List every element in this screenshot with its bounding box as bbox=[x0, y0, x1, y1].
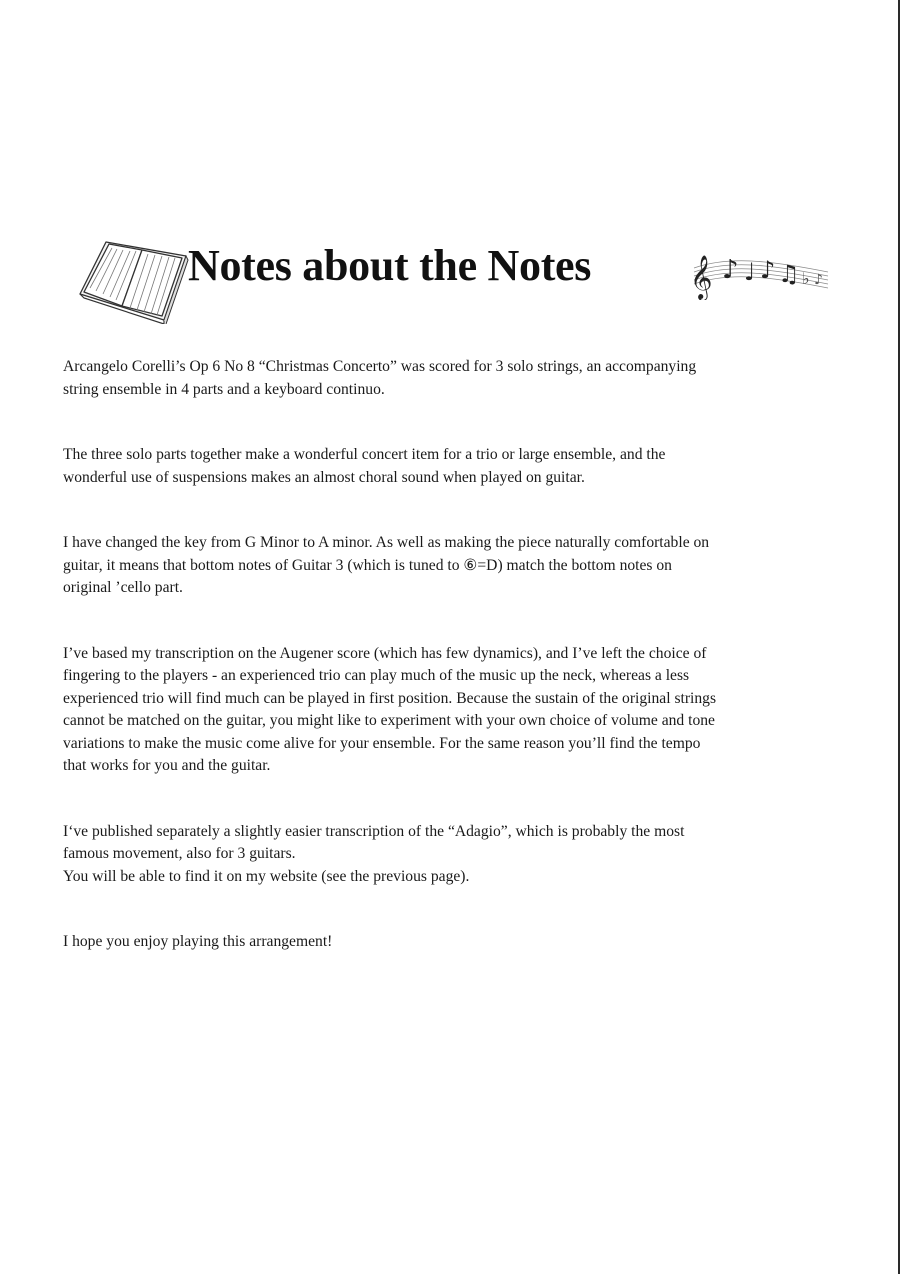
notes-body bbox=[63, 356, 833, 954]
paragraph-key-change bbox=[63, 532, 833, 600]
paragraph-line: I have changed the key from G Minor to A minor. As well as making the piece naturally comfortable on bbox=[63, 534, 710, 551]
paragraph-line: guitar, it means that bottom notes of Guitar 3 (which is tuned to ⑥=D) match the bottom notes on bbox=[63, 556, 672, 574]
music-notes-icon bbox=[688, 238, 834, 300]
paragraph-line: famous movement, also for 3 guitars. bbox=[63, 845, 296, 862]
paragraph-line: fingering to the players - an experienced trio can play much of the music up the neck, whereas a less bbox=[63, 667, 690, 684]
paragraph-line: wonderful use of suspensions makes an almost choral sound when played on guitar. bbox=[63, 468, 585, 486]
paragraph-adagio bbox=[63, 821, 833, 889]
paragraph-line: string ensemble in 4 parts and a keyboard continuo. bbox=[63, 380, 385, 398]
paragraph-closing bbox=[63, 931, 833, 954]
paragraph-corelli-intro bbox=[63, 356, 833, 401]
paragraph-line: experienced trio will find much can be played in first position. Because the sustain of the original strings bbox=[63, 689, 717, 707]
svg-text:♫: ♫ bbox=[778, 260, 800, 288]
paragraph-line: variations to make the music come alive for your ensemble. For the same reason you’ll find the tempo bbox=[63, 734, 701, 752]
paragraph-line: original ’cello part. bbox=[63, 579, 183, 596]
paragraph-line: cannot be matched on the guitar, you might like to experiment with your own choice of volume and tone bbox=[63, 712, 715, 729]
paragraph-line: The three solo parts together make a wonderful concert item for a trio or large ensemble, and the bbox=[63, 446, 666, 463]
paragraph-solo-parts bbox=[63, 444, 833, 489]
svg-text:𝄞: 𝄞 bbox=[690, 255, 713, 299]
page-header bbox=[76, 228, 836, 328]
svg-text:♪: ♪ bbox=[722, 255, 739, 285]
paragraph-line: I‘ve published separately a slightly easier transcription of the “Adagio”, which is probably the most bbox=[63, 822, 685, 840]
svg-text:♩: ♩ bbox=[744, 258, 756, 286]
open-book-icon bbox=[76, 234, 190, 324]
page-title: Notes about the Notes bbox=[188, 241, 592, 290]
paragraph-line: I hope you enjoy playing this arrangement! bbox=[63, 933, 333, 950]
paragraph-line: Arcangelo Corelli’s Op 6 No 8 “Christmas Concerto” was scored for 3 solo strings, an accompanying bbox=[63, 358, 697, 375]
paragraph-line: You will be able to find it on my website (see the previous page). bbox=[63, 867, 470, 885]
svg-text:♪: ♪ bbox=[814, 272, 823, 288]
paragraph-line: I’ve based my transcription on the Augener score (which has few dynamics), and I’ve left the choice of bbox=[63, 644, 707, 662]
paragraph-line: that works for you and the guitar. bbox=[63, 757, 271, 774]
svg-text:♪: ♪ bbox=[760, 256, 776, 284]
paragraph-transcription bbox=[63, 643, 833, 778]
svg-text:♭: ♭ bbox=[802, 269, 810, 288]
